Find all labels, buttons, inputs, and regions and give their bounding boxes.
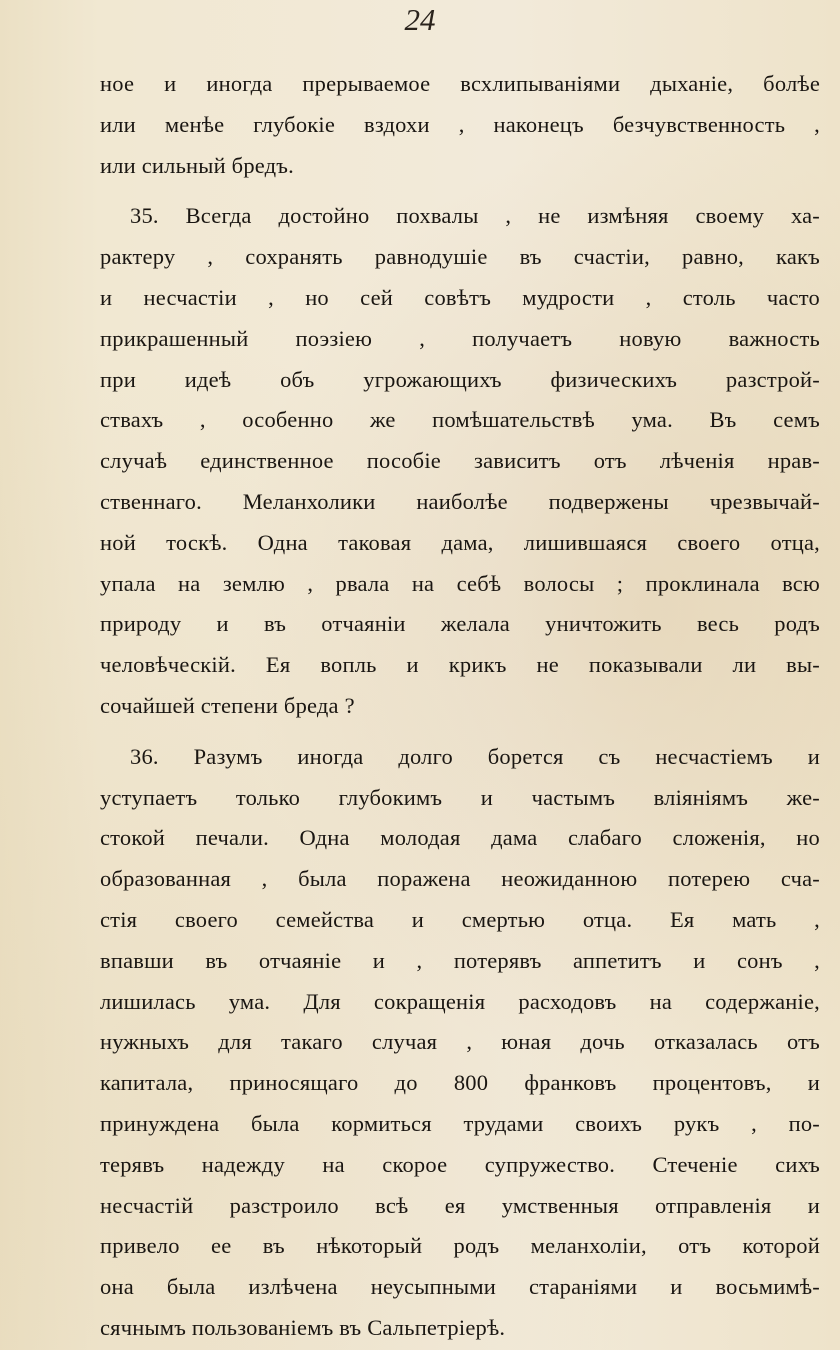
text-line: капитала, приносящаго до 800 франковъ процентовъ, и [100, 1070, 820, 1096]
text-line: при идеѣ объ угрожающихъ физическихъ разстрой- [100, 366, 820, 392]
paragraph-36 [100, 737, 820, 1349]
text-line: ной тоскѣ. Одна таковая дама, лишившаяся своего отца, [100, 529, 820, 555]
text-line: ствахъ , особенно же помѣшательствѣ ума. Въ семъ [100, 407, 820, 433]
text-line: терявъ надежду на скорое супружество. Стеченіе сихъ [100, 1151, 820, 1177]
text-line: 36. Разумъ иногда долго борется съ несчастіемъ и [130, 743, 820, 769]
text-line: случаѣ единственное пособіе зависитъ отъ лѣченія нрав- [100, 448, 820, 474]
text-line: 35. Всегда достойно похвалы , не измѣняя своему ха- [130, 203, 820, 229]
text-line: она была излѣчена неусыпными стараніями и восьмимѣ- [100, 1274, 820, 1300]
text-line: рактеру , сохранять равнодушіе въ счастіи, равно, какъ [100, 244, 820, 270]
text-line: лишилась ума. Для сокращенія расходовъ на содержаніе, [100, 988, 820, 1014]
page-number: 24 [404, 2, 436, 37]
text-line: ное и иногда прерываемое всхлипываніями дыханіе, болѣе [100, 71, 820, 96]
text-line: сочайшей степени бреда ? [100, 692, 355, 718]
text-line: стія своего семейства и смертью отца. Ея мать , [100, 906, 820, 932]
text-line: уступаетъ только глубокимъ и частымъ вліяніямъ же- [100, 784, 820, 810]
text-line: образованная , была поражена неожиданною потерею сча- [100, 866, 820, 892]
paragraph-35 [100, 196, 820, 726]
text-line: упала на землю , рвала на себѣ волосы ; проклинала всю [100, 570, 820, 596]
text-line: прикрашенный поэзіею , получаетъ новую важность [100, 325, 820, 351]
text-line: нужныхъ для такаго случая , юная дочь отказалась отъ [100, 1029, 820, 1055]
paragraph-continuation [100, 64, 820, 186]
text-line: впавши въ отчаяніе и , потерявъ аппетитъ и сонъ , [100, 947, 820, 973]
page-text [100, 64, 820, 1349]
text-line: природу и въ отчаяніи желала уничтожить весь родъ [100, 611, 820, 637]
text-line: человѣческій. Ея вопль и крикъ не показывали ли вы- [100, 652, 820, 678]
text-line: или сильный бредъ. [100, 152, 294, 178]
text-line: или менѣе глубокіе вздохи , наконецъ безчувственность , [100, 111, 820, 137]
text-line: несчастій разстроило всѣ ея умственныя отправленія и [100, 1192, 820, 1218]
text-line: и несчастіи , но сей совѣтъ мудрости , столь часто [100, 284, 820, 310]
text-line: сячнымъ пользованіемъ въ Сальпетріерѣ. [100, 1314, 506, 1340]
text-line: стокой печали. Одна молодая дама слабаго сложенія, но [100, 825, 820, 851]
text-line: принуждена была кормиться трудами своихъ рукъ , по- [100, 1110, 820, 1136]
text-line: ственнаго. Меланхолики наиболѣе подвержены чрезвычай- [100, 488, 820, 514]
text-line: привело ее въ нѣкоторый родъ меланхоліи, отъ которой [100, 1233, 820, 1259]
